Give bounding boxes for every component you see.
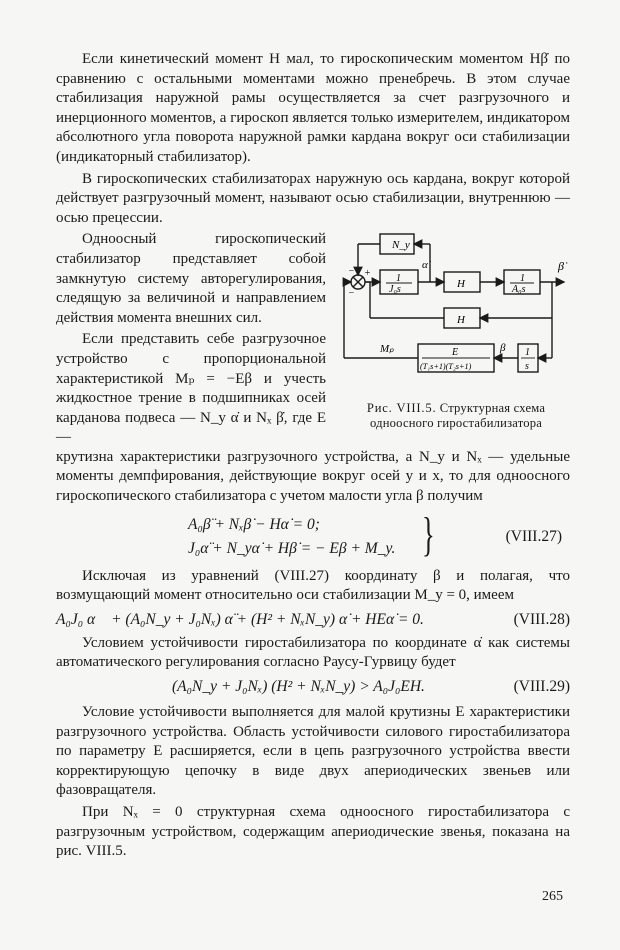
label-h-feedback: H bbox=[457, 314, 465, 327]
paragraph-6: Условием устойчивости гиростабилизатора по координате α̇ как системы автоматического регулирования согласно Раусу-Гурвицу будет bbox=[56, 634, 570, 671]
label-h-forward: H bbox=[457, 278, 465, 291]
paragraph-5: Исключая из уравнений (VIII.27) координату β и полагая, что возмущающий момент относительно оси стабилизации M_y = 0, имеем bbox=[56, 567, 570, 604]
figure-caption bbox=[340, 401, 572, 431]
paragraph-7: Условие устойчивости выполняется для малой крутизны E характеристики разгрузочного устройства. Область устойчивости силового гиростабилизатора по параметру E расширяется, если в цепь разгрузочного устройства ввести корректирующую цепочку в виде двух апериодических звеньев или фазовращателя. bbox=[56, 704, 570, 799]
sign-minus-bottom: − bbox=[348, 288, 355, 300]
label-ny: N_y bbox=[392, 239, 410, 252]
paragraph-3: Одноосный гироскопический стабилизатор представляет собой замкнутую систему авторегулирования, следящую за величиной и направлением действия момента внешних сил. bbox=[56, 231, 326, 326]
equation-viii-27 bbox=[56, 507, 570, 563]
label-j0s-num: 1 bbox=[396, 273, 401, 285]
signal-alpha-dot: α̇ bbox=[422, 259, 428, 272]
paragraph-4a: Если представить себе разгрузочное устройство с пропорциональной характеристикой Mₚ = −Eβ и учесть жидкостное трение в подшипниках осей карданова подвеса — N_y α̇ и Nₓ β̇, где E — bbox=[56, 331, 326, 446]
caption-text: Структурная схема одноосного гиростабилизатора bbox=[369, 400, 546, 430]
paragraph-1: Если кинетический момент H мал, то гироскопическим моментом Hβ̇ по сравнению с остальными моментами можно пренебречь. В этом случае стабилизация наружной рамы осуществляется за счет разгрузочного и инерционного моментов, а гироскоп является только измерителем, индикатором абсолютного угла поворота наружной рамки кардана вокруг оси стабилизации (индикаторный стабилизатор). bbox=[56, 51, 570, 165]
signal-beta: β bbox=[500, 342, 506, 355]
eq27-line1: A₀β̈ + Nₓβ̇ − Hα̇ = 0; bbox=[188, 515, 320, 533]
caption-label: Рис. VIII.5. bbox=[366, 400, 437, 415]
signal-mp: Mₚ bbox=[380, 343, 394, 356]
signal-beta-dot: β̇ bbox=[558, 259, 564, 274]
paragraph-4b: крутизна характеристики разгрузочного устройства, а N_y и Nₓ — удельные моменты демпфирования, действующие вокруг осей y и x, то для одноосного гироскопического стабилизатора с учетом малости угла β получим bbox=[56, 448, 570, 505]
label-e-num: E bbox=[452, 347, 459, 359]
eq27-brace: } bbox=[422, 507, 435, 561]
sign-plus: + bbox=[364, 268, 371, 280]
page-number: 265 bbox=[542, 889, 563, 904]
label-a0s-num: 1 bbox=[520, 273, 525, 285]
label-a0s-den: A₀s bbox=[512, 284, 526, 296]
eq29-number: (VIII.29) bbox=[513, 678, 570, 696]
label-j0s-den: J₀s bbox=[389, 284, 401, 296]
figure-viii-5 bbox=[340, 230, 572, 431]
eq28-number: (VIII.28) bbox=[513, 610, 570, 628]
text-with-figure bbox=[56, 230, 570, 448]
label-s-num: 1 bbox=[525, 347, 530, 359]
paragraph-8: При Nₓ = 0 структурная схема одноосного гиростабилизатора с разгрузочным устройством, содержащим апериодические звенья, показана на рис. VIII.5. bbox=[56, 804, 570, 860]
eq28-body: A₀J₀ α⃛ + (A₀N_y + J₀Nₓ) α̈ + (H² + NₓN_y) α̇ + HEα̇ = 0. bbox=[56, 610, 424, 628]
sign-minus-top: − bbox=[348, 266, 355, 278]
label-s-den: s bbox=[525, 361, 529, 373]
eq29-body: (A₀N_y + J₀Nₓ) (H² + NₓN_y) > A₀J₀EH. bbox=[172, 678, 425, 696]
equation-viii-28 bbox=[56, 606, 570, 634]
eq27-line2: J₀α̈ + N_yα̇ + Hβ̇ = − Eβ + M_y. bbox=[188, 539, 396, 557]
block-diagram bbox=[340, 230, 572, 390]
equation-viii-29 bbox=[56, 673, 570, 701]
paragraph-2: В гироскопических стабилизаторах наружную ось кардана, вокруг которой действует разгрузочный момент, называют осью стабилизации, внутреннюю — осью прецессии. bbox=[56, 170, 570, 226]
eq27-number: (VIII.27) bbox=[505, 527, 562, 545]
label-e-den: (T₁s+1)(T₂s+1) bbox=[420, 362, 472, 372]
page-body bbox=[56, 50, 570, 862]
